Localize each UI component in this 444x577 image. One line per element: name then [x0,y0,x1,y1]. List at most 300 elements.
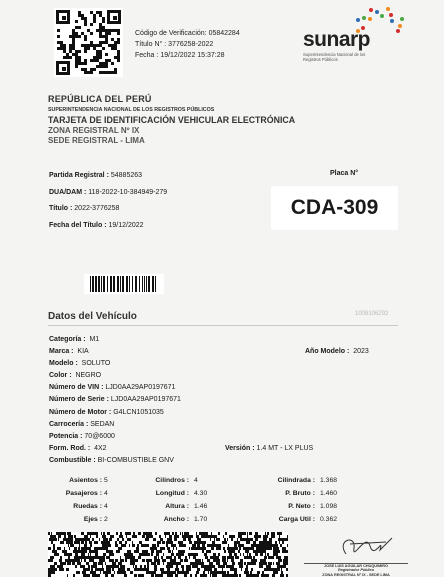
barcode-bar [132,276,133,292]
barcode-bar [146,276,147,292]
pdf417-module [168,565,171,568]
pdf417-module [240,553,241,556]
pdf417-module [260,544,262,547]
pdf417-module [197,562,200,565]
pdf417-module [258,535,260,538]
pdf417-module [164,559,166,562]
pdf417-module [70,541,71,544]
pdf417-module [231,556,234,559]
cilindros-label: Cilindros : [155,477,189,484]
pdf417-module [99,538,100,541]
pdf417-module [276,562,278,565]
pdf417-module [251,571,252,574]
asientos-value: 5 [104,477,108,484]
pdf417-module [232,547,235,550]
pdf417-module [109,538,112,541]
card-title: TARJETA DE IDENTIFICACIÓN VEHICULAR ELECTRÓNICA [48,115,296,125]
pdf417-module [109,541,110,544]
pdf417-module [260,535,261,538]
pdf417-module [117,538,119,541]
pdf417-module [182,568,184,571]
p-neto-value: 1.098 [320,503,338,510]
pdf417-module [176,547,177,550]
barcode-bar [126,276,128,292]
pdf417-module [181,565,184,568]
pdf417-module [183,571,185,574]
pdf417-module [202,535,205,538]
pdf417-module [84,535,85,538]
pdf417-module [151,571,154,574]
pdf417-module [99,559,100,562]
pdf417-module [274,571,276,574]
pdf417-module [202,544,203,547]
pdf417-module [227,556,228,559]
pdf417-module [94,547,97,550]
logo-dot [400,17,404,21]
pdf417-module [213,544,215,547]
pdf417-module [132,535,133,538]
pdf417-module [259,550,262,553]
pdf417-module [218,565,220,568]
pdf417-module [117,550,120,553]
pdf417-module [219,571,220,574]
pdf417-module [228,550,231,553]
pdf417-module [61,559,62,562]
pdf417-module [107,547,108,550]
pdf417-module [196,571,199,574]
pdf417-module [218,544,221,547]
pdf417-module [96,535,98,538]
pdf417-module [259,544,260,547]
pdf417-module [251,544,254,547]
pdf417-module [98,562,100,565]
pdf417-module [238,550,240,553]
pdf417-module [245,550,247,553]
pdf417-module [128,556,131,559]
qr-module [57,29,60,32]
longitud-value: 4.30 [194,490,208,497]
signature-scribble [296,530,416,558]
pdf417-module [264,550,266,553]
pdf417-module [264,541,267,544]
pdf417-module [181,544,183,547]
pdf417-module [224,556,226,559]
pdf417-module [208,571,209,574]
pdf417-module [264,568,267,571]
pdf417-module [157,541,158,544]
pdf417-module [255,553,258,556]
pdf417-module [123,538,124,541]
pdf417-module [115,544,118,547]
pdf417-module [150,547,152,550]
pdf417-module [271,532,273,535]
pdf417-module [286,559,288,562]
pdf417-module [147,544,149,547]
combustible-value: BI-COMBUSTIBLE GNV [97,456,174,464]
pdf417-module [241,568,242,571]
pdf417-module [242,565,243,568]
pdf417-module [78,559,80,562]
pdf417-module [180,532,181,535]
pdf417-module [94,541,97,544]
pdf417-module [97,547,99,550]
pdf417-module [163,553,164,556]
pdf417-module [72,562,75,565]
pdf417-module [279,535,280,538]
pdf417-module [121,562,122,565]
pdf417-module [117,571,118,574]
pdf417-module [188,553,191,556]
pdf417-module [62,550,64,553]
pdf417-module [249,556,252,559]
altura-value: 1.46 [194,503,208,510]
pdf417-module [88,565,90,568]
pdf417-module [52,568,54,571]
pdf417-module [57,553,59,556]
pdf417-module [142,568,144,571]
pdf417-module [81,541,84,544]
pdf417-module [246,565,247,568]
pdf417-module [158,556,159,559]
pdf417-module [212,571,213,574]
pdf417-module [284,538,287,541]
pdf417-module [255,535,258,538]
pdf417-module [208,568,209,571]
pdf417-module [207,532,208,535]
pdf417-module [190,565,191,568]
pdf417-module [161,556,163,559]
pdf417-module [70,553,72,556]
registrar-office: ZONA REGISTRAL Nº IX - SEDE LIMA [322,572,390,577]
pdf417-module [166,556,169,559]
pdf417-module [268,544,271,547]
pdf417-module [105,544,106,547]
pdf417-module [287,556,288,559]
qr-module [105,65,108,68]
pdf417-module [213,565,214,568]
pdf417-module [151,550,154,553]
pdf417-module [188,538,189,541]
pdf417-module [108,571,109,574]
pdf417-module [259,541,260,544]
pdf417-module [68,559,71,562]
pdf417-module [71,541,73,544]
pdf417-module [257,571,259,574]
pdf417-module [246,541,248,544]
pdf417-module [78,547,80,550]
pdf417-module [136,565,137,568]
pdf417-module [282,550,284,553]
pdf417-module [171,553,174,556]
pdf417-module [103,556,105,559]
pdf417-module [159,535,161,538]
asientos-label: Asientos : [69,477,102,484]
office-heading: SEDE REGISTRAL - LIMA [48,136,145,145]
pdf417-module [112,562,115,565]
pdf417-module [76,550,79,553]
pdf417-module [235,541,238,544]
country-heading: REPÚBLICA DEL PERÚ [48,94,152,104]
pdf417-module [92,550,95,553]
pdf417-module [215,559,218,562]
pdf417-module [118,562,121,565]
pdf417-module [95,568,98,571]
pdf417-module [119,535,122,538]
pdf417-module [133,535,136,538]
pdf417-module [109,568,110,571]
pdf417-module [106,550,107,553]
pdf417-module [224,550,226,553]
pdf417-module [114,571,115,574]
pdf417-module [77,562,78,565]
pdf417-module [166,541,167,544]
pdf417-module [261,547,262,550]
pdf417-module [234,544,237,547]
pdf417-module [50,535,51,538]
pdf417-module [140,565,142,568]
pdf417-module [204,532,207,535]
pdf417-module [68,556,70,559]
pdf417-module [94,571,96,574]
pdf417-module [280,538,282,541]
pdf417-code [48,532,288,577]
registrar-role: Registrador Público [337,568,375,573]
pdf417-module [217,556,218,559]
pdf417-module [128,568,130,571]
logo-dot [386,7,390,11]
pdf417-module [132,562,135,565]
pdf417-module [211,532,212,535]
pdf417-module [84,556,86,559]
pdf417-module [177,571,180,574]
pdf417-module [100,571,101,574]
pdf417-module [266,538,267,541]
pdf417-module [169,556,172,559]
pdf417-module [274,550,276,553]
pdf417-module [162,541,165,544]
pdf417-module [247,562,249,565]
pdf417-module [163,562,164,565]
combustible-label: Combustible : [49,456,96,464]
pdf417-module [222,556,224,559]
pdf417-module [194,547,196,550]
pdf417-module [180,556,181,559]
pdf417-graphic [48,532,288,577]
pdf417-module [106,556,107,559]
date-label: Fecha : [135,52,159,59]
pdf417-module [51,535,54,538]
color-label: Color : [49,372,72,380]
pdf417-module [232,535,235,538]
pdf417-module [234,553,237,556]
pdf417-module [194,541,197,544]
pdf417-module [201,562,204,565]
pdf417-module [101,541,103,544]
vin-label: Número de VIN : [49,384,104,392]
pdf417-module [183,544,186,547]
pdf417-module [138,532,141,535]
pdf417-module [171,571,174,574]
pdf417-module [238,562,240,565]
pdf417-module [61,532,62,535]
pdf417-module [163,547,165,550]
pdf417-module [125,559,127,562]
pdf417-module [254,559,257,562]
potencia-label: Potencia : [49,432,83,440]
pdf417-module [93,562,95,565]
barcode-bar [144,276,145,292]
pdf417-module [223,565,224,568]
logo-dot [380,14,384,18]
pdf417-module [199,541,200,544]
pdf417-module [246,556,249,559]
section-divider [48,325,398,326]
pdf417-module [253,556,255,559]
specs-grid [49,477,409,527]
qr-code [54,8,123,77]
anio-value: 2023 [353,348,369,356]
pdf417-module [193,544,196,547]
pdf417-module [121,544,122,547]
pdf417-module [83,571,86,574]
pdf417-module [268,562,270,565]
pdf417-module [216,571,217,574]
pdf417-module [211,535,212,538]
cilindros-value: 4 [194,477,198,484]
pdf417-module [84,550,86,553]
pdf417-module [142,550,145,553]
pdf417-module [243,547,246,550]
pdf417-module [51,571,52,574]
pdf417-module [90,535,91,538]
pdf417-module [110,568,111,571]
pdf417-module [128,538,131,541]
pdf417-module [51,532,52,535]
pdf417-module [220,565,223,568]
pdf417-module [91,565,94,568]
pdf417-module [113,535,114,538]
pasajeros-value: 4 [104,490,108,497]
anio-label: Año Modelo : [305,348,350,356]
pdf417-module [204,547,206,550]
carroceria-value: SEDAN [90,420,115,428]
pdf417-module [270,541,272,544]
pdf417-module [55,568,57,571]
pdf417-module [180,559,183,562]
pdf417-module [286,550,288,553]
pdf417-module [265,562,267,565]
pdf417-module [270,556,271,559]
pdf417-module [172,532,173,535]
pdf417-module [210,562,213,565]
pdf417-module [81,547,84,550]
pdf417-module [263,559,266,562]
pdf417-module [51,541,53,544]
pdf417-module [120,568,123,571]
pdf417-module [235,547,238,550]
pdf417-module [179,541,182,544]
pdf417-module [51,538,52,541]
pdf417-module [220,571,221,574]
pdf417-module [202,559,203,562]
pdf417-module [65,562,66,565]
pdf417-module [154,556,157,559]
pdf417-module [151,562,154,565]
ruedas-value: 4 [104,503,108,510]
qr-module [90,71,93,74]
pdf417-module [103,541,105,544]
pdf417-module [69,532,71,535]
pdf417-module [154,571,155,574]
pdf417-module [60,559,61,562]
pdf417-module [179,544,181,547]
pdf417-module [86,550,87,553]
pdf417-module [53,544,55,547]
marca-value: KIA [77,348,89,356]
pdf417-module [132,544,135,547]
pdf417-module [224,538,226,541]
pdf417-module [215,544,218,547]
pdf417-module [86,544,87,547]
pdf417-module [263,538,266,541]
qr-module [90,32,93,35]
pdf417-module [199,547,201,550]
pdf417-module [253,562,255,565]
pdf417-module [211,565,213,568]
pdf417-module [90,544,92,547]
pdf417-module [278,538,280,541]
pdf417-module [107,568,108,571]
pdf417-module [73,550,76,553]
pdf417-module [287,568,288,571]
pdf417-module [203,571,205,574]
title-number: 3776258-2022 [168,41,214,48]
pdf417-module [54,538,57,541]
pdf417-module [260,562,263,565]
pdf417-module [231,559,234,562]
pdf417-module [71,559,73,562]
pdf417-module [77,571,80,574]
pdf417-module [95,550,98,553]
pdf417-module [135,559,138,562]
pdf417-module [99,568,102,571]
pdf417-module [282,541,284,544]
pdf417-module [260,553,263,556]
pdf417-module [147,553,150,556]
pdf417-module [265,553,266,556]
pdf417-module [222,568,223,571]
pdf417-module [205,535,208,538]
pdf417-module [125,544,126,547]
pdf417-module [219,538,220,541]
pdf417-module [80,565,83,568]
pdf417-module [184,532,186,535]
pdf417-module [146,571,149,574]
pdf417-module [53,547,55,550]
qr-module [84,23,87,26]
partida-label: Partida Registral : [49,172,109,179]
pdf417-module [224,565,225,568]
pdf417-module [115,541,117,544]
pdf417-module [200,562,201,565]
pdf417-module [112,565,115,568]
pdf417-module [142,535,145,538]
pdf417-module [207,559,210,562]
pdf417-module [71,538,73,541]
ejes-value: 2 [104,516,108,523]
pdf417-module [200,541,203,544]
pdf417-module [225,541,226,544]
